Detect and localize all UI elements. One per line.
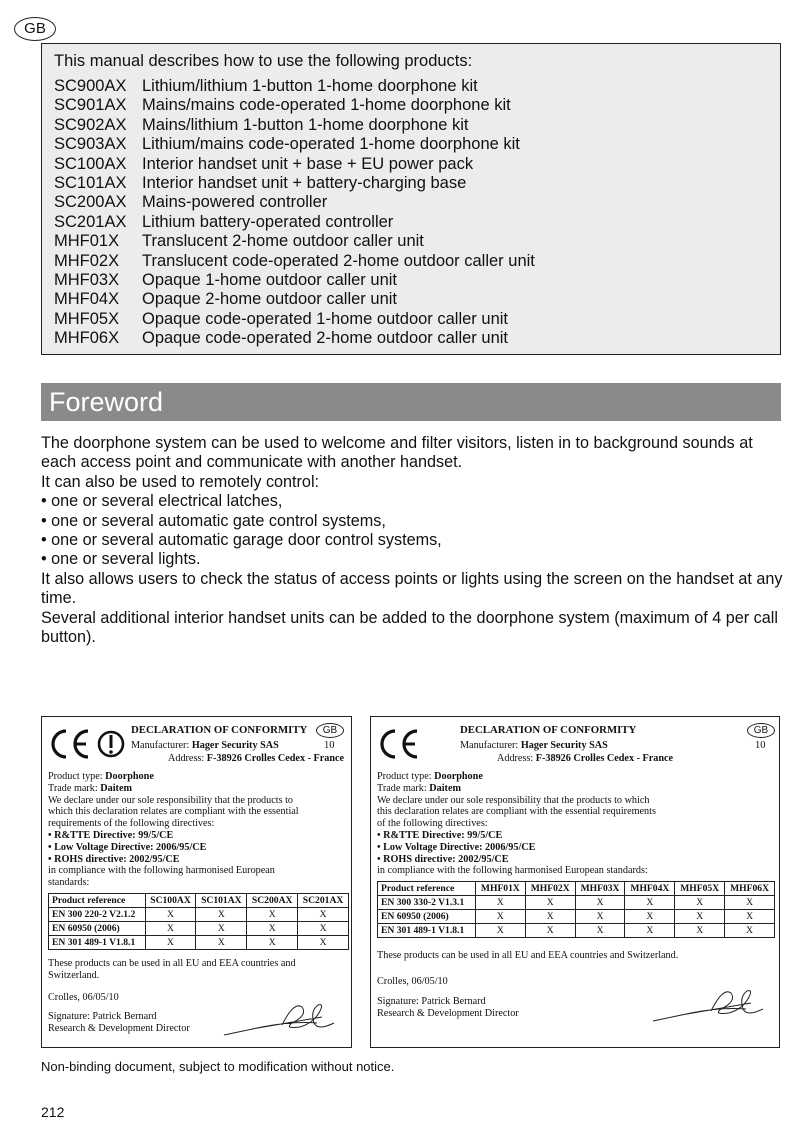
product-row (54, 271, 768, 290)
product-row (54, 290, 768, 309)
product-row (54, 96, 768, 115)
directive-line (377, 842, 773, 854)
table-cell: X (298, 907, 349, 921)
table-cell: X (475, 910, 525, 924)
foreword-paragraph: It also allows users to check the status of access points or lights using the screen on the handset at any time. (41, 569, 783, 608)
signatory-name: Signature: Patrick Bernard (48, 1011, 157, 1023)
table-header: MHF01X (475, 882, 525, 896)
trademark-label: Trade mark: (377, 782, 430, 794)
table-cell: X (525, 924, 575, 938)
foreword-paragraph: Several additional interior handset units can be added to the doorphone system (maximum of 4 per call button). (41, 608, 778, 647)
manufacturer-label: Manufacturer: (131, 740, 192, 751)
manufacturer-line (131, 740, 279, 752)
table-cell: X (675, 910, 725, 924)
table-cell: X (675, 896, 725, 910)
product-code: MHF06X (54, 329, 120, 348)
table-row (378, 924, 775, 938)
product-desc: Translucent code-operated 2-home outdoor caller unit (142, 251, 535, 270)
address-label: Address: (168, 753, 207, 764)
declaration-text (377, 771, 773, 877)
table-cell: X (145, 907, 196, 921)
table-cell: EN 301 489-1 V1.8.1 (49, 935, 146, 949)
product-row (54, 116, 768, 135)
product-desc: Mains-powered controller (142, 193, 328, 212)
table-cell: X (625, 924, 675, 938)
product-desc: Opaque code-operated 2-home outdoor caller unit (142, 329, 508, 348)
table-cell: X (247, 921, 298, 935)
directive-text: • ROHS directive: 2002/95/CE (377, 853, 509, 865)
declaration-title: DECLARATION OF CONFORMITY (460, 724, 637, 736)
table-cell: X (725, 924, 775, 938)
trademark-line (377, 783, 773, 795)
directive-line (48, 830, 345, 842)
compliance-line: in compliance with the following harmonised European standards: (377, 865, 648, 877)
address-value: F-38926 Crolles Cedex - France (206, 753, 345, 764)
foreword-bullet: • one or several lights. (41, 550, 201, 569)
table-header-row (378, 882, 775, 896)
address-value: F-38926 Crolles Cedex - France (535, 753, 674, 764)
table-header: Product reference (49, 893, 146, 907)
declaration-header (48, 723, 345, 771)
product-row (54, 213, 768, 232)
table-header: MHF04X (625, 882, 675, 896)
table-cell: X (196, 907, 247, 921)
table-cell: X (575, 896, 625, 910)
product-desc: Interior handset unit + battery-charging base (142, 174, 467, 193)
product-row (54, 174, 768, 193)
declaration-line: We declare under our sole responsibility that the products to (48, 794, 294, 806)
product-code: SC901AX (54, 96, 127, 115)
table-row (49, 935, 349, 949)
table-header: SC100AX (145, 893, 196, 907)
address-line (497, 753, 673, 765)
table-cell: X (196, 935, 247, 949)
place-date: Crolles, 06/05/10 (48, 991, 119, 1003)
table-header: Product reference (378, 882, 476, 896)
directive-line (48, 854, 345, 866)
manufacturer-name: Hager Security SAS (520, 740, 608, 751)
declaration-title: DECLARATION OF CONFORMITY (131, 724, 308, 736)
manufacturer-line (460, 740, 608, 752)
products-intro: This manual describes how to use the following products: (54, 52, 473, 70)
directive-text: • Low Voltage Directive: 2006/95/CE (377, 841, 536, 853)
product-row (54, 135, 768, 154)
usage-text: These products can be used in all EU and EEA countries and Switzerland. (377, 950, 679, 962)
table-cell: X (145, 935, 196, 949)
table-header: MHF03X (575, 882, 625, 896)
product-type-value: Doorphone (105, 771, 154, 782)
product-desc: Lithium/lithium 1-button 1-home doorphone kit (142, 77, 478, 95)
directive-text: • R&TTE Directive: 99/5/CE (48, 829, 174, 841)
product-row (54, 329, 768, 348)
table-cell: EN 60950 (2006) (49, 921, 146, 935)
declaration-header (377, 723, 773, 771)
table-header: MHF02X (525, 882, 575, 896)
product-code: MHF02X (54, 251, 120, 270)
table-header: SC200AX (247, 893, 298, 907)
table-cell: X (145, 921, 196, 935)
declaration-line: requirements of the following directives: (48, 818, 215, 830)
signature-icon (651, 979, 771, 1029)
usage-text (48, 958, 345, 982)
table-header: SC201AX (298, 893, 349, 907)
table-row (378, 910, 775, 924)
table-cell: X (247, 935, 298, 949)
product-desc: Lithium/mains code-operated 1-home doorphone kit (142, 135, 520, 154)
manufacturer-label: Manufacturer: (460, 740, 521, 751)
directive-line (377, 854, 773, 866)
usage-line: These products can be used in all EU and EEA countries and (48, 957, 296, 969)
table-cell: X (575, 924, 625, 938)
table-cell: EN 301 489-1 V1.8.1 (378, 924, 476, 938)
language-badge: GB (14, 17, 56, 41)
product-code: MHF04X (54, 290, 120, 309)
page-number: 212 (41, 1104, 65, 1120)
address-label: Address: (497, 753, 536, 764)
declaration-left (41, 716, 352, 1048)
directive-text: • Low Voltage Directive: 2006/95/CE (48, 841, 207, 853)
table-cell: EN 300 330-2 V1.3.1 (378, 896, 476, 910)
place-date: Crolles, 06/05/10 (377, 975, 448, 987)
signatory-name: Signature: Patrick Bernard (377, 995, 486, 1007)
table-cell: X (675, 924, 725, 938)
product-desc: Opaque code-operated 1-home outdoor caller unit (142, 309, 508, 328)
table-header: MHF05X (675, 882, 725, 896)
product-code: SC900AX (54, 77, 127, 95)
product-code: SC201AX (54, 212, 127, 231)
table-cell: X (575, 910, 625, 924)
foreword-paragraph: The doorphone system can be used to welcome and filter visitors, listen in to background sounds at each access point and communicate with another handset. (41, 434, 753, 472)
product-code: SC200AX (54, 193, 127, 212)
product-code: MHF01X (54, 232, 120, 251)
table-cell: X (525, 896, 575, 910)
table-header: MHF06X (725, 882, 775, 896)
directive-text: • R&TTE Directive: 99/5/CE (377, 829, 503, 841)
ce-alert-mark-icon (48, 727, 126, 761)
table-cell: X (625, 910, 675, 924)
foreword-heading: Foreword (41, 383, 781, 421)
table-cell: X (525, 910, 575, 924)
product-type-label: Product type: (377, 771, 435, 782)
foreword-bullet: • one or several electrical latches, (41, 492, 283, 511)
standards-table (48, 893, 349, 950)
table-cell: X (725, 910, 775, 924)
table-cell: X (625, 896, 675, 910)
product-desc: Mains/mains code-operated 1-home doorphone kit (142, 96, 511, 115)
product-row (54, 252, 768, 271)
product-row (54, 193, 768, 212)
product-code: SC903AX (54, 135, 127, 154)
directive-line (48, 842, 345, 854)
table-row (49, 907, 349, 921)
address-line (168, 753, 344, 765)
trademark-line (48, 783, 345, 795)
footer-note: Non-binding document, subject to modification without notice. (41, 1059, 395, 1074)
foreword-body (41, 434, 783, 647)
foreword-bullet: • one or several automatic garage door control systems, (41, 531, 442, 550)
declaration-badge: GB (316, 723, 344, 738)
declaration-version: 10 (324, 740, 335, 751)
table-header: SC101AX (196, 893, 247, 907)
declaration-line: this declaration relates are compliant with the essential requirements (377, 806, 656, 818)
foreword-bullet: • one or several automatic gate control systems, (41, 511, 386, 530)
table-row (378, 896, 775, 910)
table-cell: X (725, 896, 775, 910)
product-type-line (48, 771, 345, 783)
table-cell: EN 300 220-2 V2.1.2 (49, 907, 146, 921)
products-list (54, 77, 768, 349)
product-code: MHF03X (54, 271, 120, 290)
table-cell: EN 60950 (2006) (378, 910, 476, 924)
table-cell: X (196, 921, 247, 935)
declaration-line: We declare under our sole responsibility that the products to which (377, 794, 650, 806)
product-code: MHF05X (54, 309, 120, 328)
declaration-badge: GB (747, 723, 775, 738)
product-row (54, 155, 768, 174)
table-cell: X (247, 907, 298, 921)
product-desc: Opaque 1-home outdoor caller unit (142, 271, 397, 290)
directive-line (377, 830, 773, 842)
foreword-paragraph: It can also be used to remotely control: (41, 472, 320, 491)
products-box (41, 43, 781, 355)
product-desc: Lithium battery-operated controller (142, 212, 394, 231)
product-code: SC101AX (54, 174, 127, 193)
product-type-value: Doorphone (434, 771, 483, 782)
trademark-label: Trade mark: (48, 782, 101, 794)
product-desc: Opaque 2-home outdoor caller unit (142, 290, 397, 309)
table-cell: X (475, 896, 525, 910)
product-code: SC100AX (54, 154, 127, 173)
ce-mark-icon (377, 727, 427, 761)
declaration-version: 10 (755, 740, 766, 751)
compliance-line: in compliance with the following harmonised European (48, 865, 275, 877)
signatory-role: Research & Development Director (48, 1023, 190, 1035)
trademark-value: Daitem (100, 782, 132, 794)
product-desc: Translucent 2-home outdoor caller unit (142, 232, 424, 251)
product-row (54, 310, 768, 329)
signature-icon (222, 993, 342, 1043)
product-type-label: Product type: (48, 771, 106, 782)
signatory-role: Research & Development Director (377, 1007, 519, 1019)
product-row (54, 232, 768, 251)
product-desc: Mains/lithium 1-button 1-home doorphone kit (142, 115, 469, 134)
trademark-value: Daitem (429, 782, 461, 794)
product-type-line (377, 771, 773, 783)
table-cell: X (475, 924, 525, 938)
declaration-text (48, 771, 345, 889)
directive-text: • ROHS directive: 2002/95/CE (48, 853, 180, 865)
standards-table (377, 881, 775, 938)
product-desc: Interior handset unit + base + EU power pack (142, 154, 474, 173)
table-row (49, 921, 349, 935)
product-code: SC902AX (54, 115, 127, 134)
declaration-right (370, 716, 780, 1048)
table-cell: X (298, 921, 349, 935)
product-row (54, 77, 768, 96)
compliance-line: standards: (48, 877, 90, 889)
table-header-row (49, 893, 349, 907)
usage-line: Switzerland. (48, 969, 100, 981)
manufacturer-name: Hager Security SAS (191, 740, 279, 751)
declaration-line: of the following directives: (377, 818, 488, 830)
declaration-line: which this declaration relates are compliant with the essential (48, 806, 299, 818)
table-cell: X (298, 935, 349, 949)
